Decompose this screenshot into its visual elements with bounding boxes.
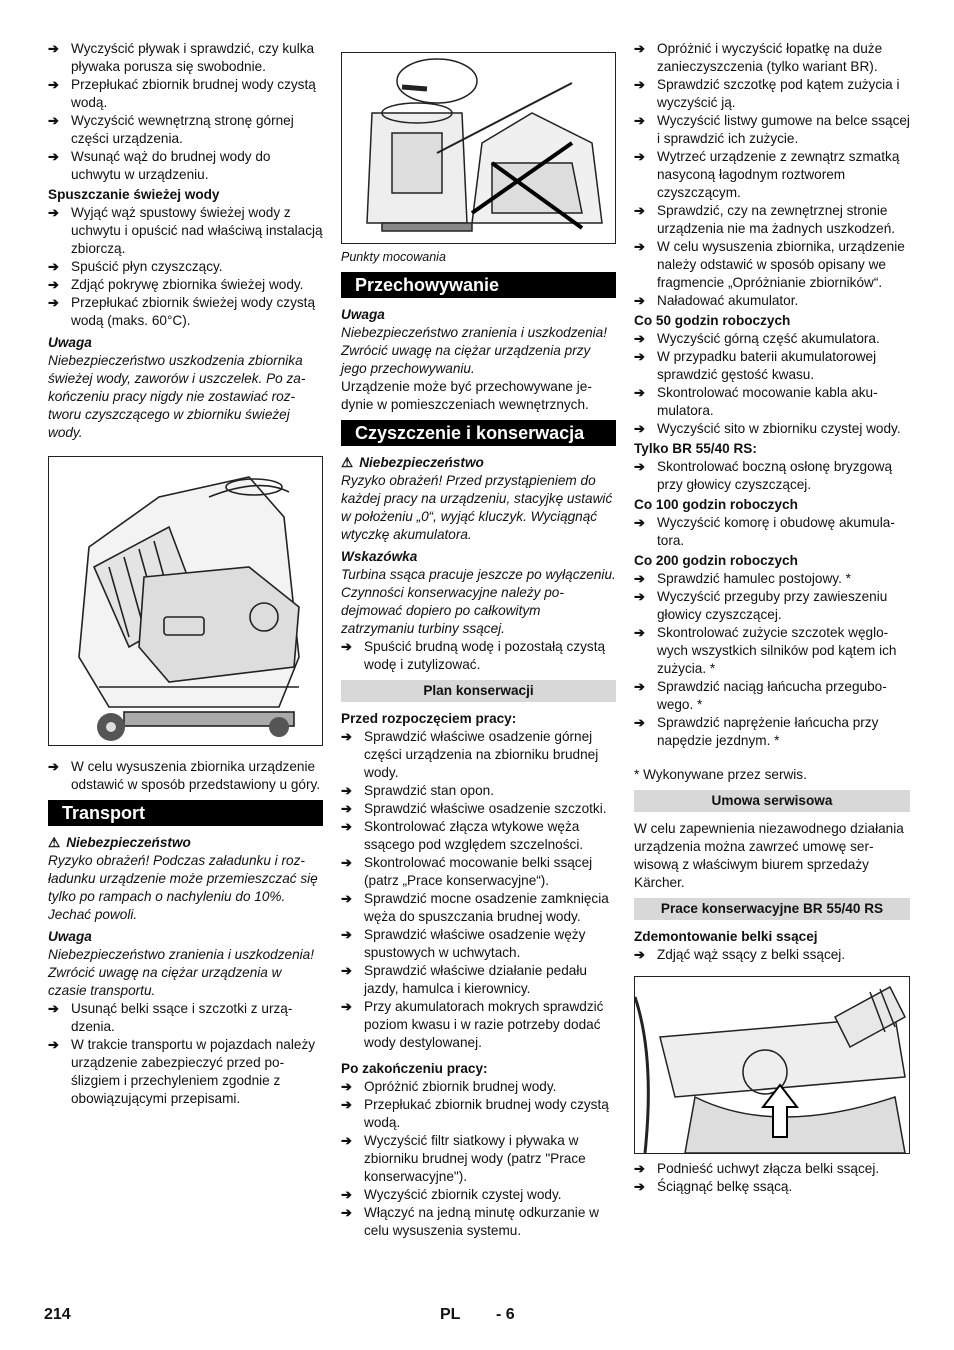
hint-text: Turbina ssąca pracuje jeszcze po wyłączeniu. Czynności konserwacyjne należy podejmować dopiero po całkowitym zatrzymaniu turbiny ssącej. (341, 567, 616, 636)
danger-label: Niebezpieczeństwo (359, 455, 484, 470)
list-item: ➔ Wyczyścić sito w zbiorniku czystej wody. (634, 420, 910, 438)
list-item: ➔ Wyczyścić przeguby przy zawieszeniu głowicy czyszczącej. (634, 588, 910, 624)
list-item: ➔ Wytrzeć urządzenie z zewnątrz szmatką nasyconą łagodnym roztworem czyszczącym. (634, 148, 910, 202)
list-item: ➔ Spuścić brudną wodę i pozostałą czystą wodę i zutylizować. (341, 638, 616, 674)
heading-100-hours: Co 100 godzin roboczych (634, 497, 798, 512)
subsection-title-plan: Plan konserwacji (341, 680, 616, 702)
danger-heading (48, 834, 323, 852)
heading-200-hours: Co 200 godzin roboczych (634, 553, 798, 568)
note-text: Niebezpieczeństwo zranienia i uszkodzenia! Zwrócić uwagę na ciężar urządzenia w czasie transportu. (48, 947, 314, 998)
bullet-list (634, 458, 910, 494)
hint-label: Wskazówka (341, 549, 418, 564)
storage-text: Urządzenie może być przechowywane jedynie w pomieszczeniach wewnętrznych. (341, 379, 592, 412)
heading-fresh-water: Spuszczanie świeżej wody (48, 187, 220, 202)
list-item: ➔ Skontrolować złącza wtykowe węża ssącego pod względem szczelności. (341, 818, 616, 854)
heading-after-work: Po zakończeniu pracy: (341, 1061, 488, 1076)
figure-machine-tilted (48, 456, 323, 746)
section-title-transport: Transport (48, 800, 323, 826)
list-item: ➔ Ściągnąć belkę ssącą. (634, 1178, 910, 1196)
figure-squeegee (634, 976, 910, 1154)
list-item: ➔ Przepłukać zbiornik brudnej wody czystą wodą. (48, 76, 323, 112)
figure-caption: Punkty mocowania (341, 250, 446, 264)
list-item: ➔ Sprawdzić właściwe działanie pedału jazdy, hamulca i kierownicy. (341, 962, 616, 998)
bullet-list (634, 1160, 910, 1196)
list-item: ➔ Sprawdzić hamulec postojowy. * (634, 570, 910, 588)
subsection-title-contract: Umowa serwisowa (634, 790, 910, 812)
warning-triangle-icon: ⚠ (48, 835, 61, 850)
note-label: Uwaga (341, 307, 385, 322)
list-item: ➔ Wyczyścić zbiornik czystej wody. (341, 1186, 616, 1204)
danger-text: Ryzyko obrażeń! Przed przystąpieniem do każdej pracy na urządzeniu, stacyjkę ustawić w położeniu „0“, wyjąć kluczyk. Wyciągnąć wtyczkę akumulatora. (341, 473, 613, 542)
contract-text: W celu zapewnienia niezawodnego działania urządzenia można zawrzeć umowę serwisową z właściwym biurem sprzedaży Kärcher. (634, 821, 904, 890)
list-item: ➔ Usunąć belki ssące i szczotki z urządzenia. (48, 1000, 323, 1036)
list-item: ➔ Wyczyścić wewnętrzną stronę górnej części urządzenia. (48, 112, 323, 148)
danger-text: Ryzyko obrażeń! Podczas załadunku i rozładunku urządzenie może przemieszczać się tylko po rampach o nachyleniu do 10%. Jechać powoli. (48, 853, 318, 922)
list-item: ➔ W przypadku baterii akumulatorowej sprawdzić gęstość kwasu. (634, 348, 910, 384)
list-item: ➔ Zdjąć wąż ssący z belki ssącej. (634, 946, 910, 964)
bullet-list (341, 1078, 616, 1240)
column-3 (634, 40, 910, 1196)
list-item: ➔ Spuścić płyn czyszczący. (48, 258, 323, 276)
list-item: ➔ Sprawdzić właściwe osadzenie górnej części urządzenia na zbiorniku brudnej wody. (341, 728, 616, 782)
list-item: ➔ Sprawdzić stan opon. (341, 782, 616, 800)
list-item: ➔ Wyczyścić pływak i sprawdzić, czy kulka pływaka porusza się swobodnie. (48, 40, 323, 76)
subsection-title-maintenance: Prace konserwacyjne BR 55/40 RS (634, 898, 910, 920)
list-item: ➔ Sprawdzić mocne osadzenie zamknięcia węża do spuszczania brudnej wody. (341, 890, 616, 926)
note-label: Uwaga (48, 929, 92, 944)
squeegee-drawing (635, 977, 910, 1153)
heading-before-work: Przed rozpoczęciem pracy: (341, 711, 517, 726)
list-item: ➔ Opróżnić i wyczyścić łopatkę na duże zanieczyszczenia (tylko wariant BR). (634, 40, 910, 76)
list-item: ➔ Opróżnić zbiornik brudnej wody. (341, 1078, 616, 1096)
list-item: ➔ Skontrolować mocowanie kabla akumulatora. (634, 384, 910, 420)
bullet-list (634, 514, 910, 550)
bullet-list (341, 728, 616, 1052)
list-item: ➔ Wyczyścić górną część akumulatora. (634, 330, 910, 348)
heading-remove-squeegee: Zdemontowanie belki ssącej (634, 929, 818, 944)
list-item: ➔ W celu wysuszenia zbiornika, urządzenie należy odstawić w sposób opisany we fragmencie „Opróżnianie zbiorników“. (634, 238, 910, 292)
list-item: ➔ Skontrolować mocowanie belki ssącej (patrz „Prace konserwacyjne“). (341, 854, 616, 890)
list-item: ➔ Sprawdzić naciąg łańcucha przegubowego. * (634, 678, 910, 714)
mounting-points-drawing (342, 53, 616, 243)
list-item: ➔ Wsunąć wąż do brudnej wody do uchwytu w urządzeniu. (48, 148, 323, 184)
bullet-list (48, 1000, 323, 1108)
service-note: * Wykonywane przez serwis. (634, 767, 807, 782)
list-item: ➔ W celu wysuszenia zbiornika urządzenie odstawić w sposób przedstawiony u góry. (48, 758, 323, 794)
machine-tilted-drawing (49, 457, 323, 745)
danger-label: Niebezpieczeństwo (66, 835, 191, 850)
section-title-cleaning: Czyszczenie i konserwacja (341, 420, 616, 446)
list-item: ➔ Przepłukać zbiornik świeżej wody czystą wodą (maks. 60°C). (48, 294, 323, 330)
bullet-list (48, 204, 323, 330)
list-item: ➔ Skontrolować boczną osłonę bryzgową przy głowicy czyszczącej. (634, 458, 910, 494)
list-item: ➔ W trakcie transportu w pojazdach należy urządzenie zabezpieczyć przed poślizgiem i przechyleniem zgodnie z obowiązującymi przepisami. (48, 1036, 323, 1108)
list-item: ➔ Podnieść uchwyt złącza belki ssącej. (634, 1160, 910, 1178)
list-item: ➔ Wyjąć wąż spustowy świeżej wody z uchwytu i opuścić nad właściwą instalacją zbiorczą. (48, 204, 323, 258)
section-title-storage: Przechowywanie (341, 272, 616, 298)
list-item: ➔ Sprawdzić właściwe osadzenie szczotki. (341, 800, 616, 818)
list-item: ➔ Sprawdzić, czy na zewnętrznej stronie urządzenia nie ma żadnych uszkodzeń. (634, 202, 910, 238)
bullet-list (48, 40, 323, 184)
bullet-list (634, 946, 910, 964)
note-label: Uwaga (48, 335, 92, 350)
heading-50-hours: Co 50 godzin roboczych (634, 313, 791, 328)
list-item: ➔ Wyczyścić listwy gumowe na belce ssącej i sprawdzić ich zużycie. (634, 112, 910, 148)
warning-triangle-icon: ⚠ (341, 455, 354, 470)
bullet-list (634, 330, 910, 438)
language-code: PL (440, 1306, 461, 1323)
note-text: Niebezpieczeństwo uszkodzenia zbiornika świeżej wody, zaworów i uszczelek. Po zakończeniu pracy nigdy nie zostawiać roztworu czyszczącego w zbiorniku świeżej wody. (48, 353, 306, 440)
column-1 (48, 40, 323, 1108)
danger-heading (341, 454, 616, 472)
list-item: ➔ Włączyć na jedną minutę odkurzanie w celu wysuszenia systemu. (341, 1204, 616, 1240)
heading-only-rs: Tylko BR 55/40 RS: (634, 441, 757, 456)
column-2 (341, 40, 616, 1240)
note-text: Niebezpieczeństwo zranienia i uszkodzenia! Zwrócić uwagę na ciężar urządzenia przy jego przechowywaniu. (341, 325, 607, 376)
list-item: ➔ Sprawdzić szczotkę pod kątem zużycia i wyczyścić ją. (634, 76, 910, 112)
figure-mounting-points (341, 52, 616, 244)
bullet-list (634, 570, 910, 750)
list-item: ➔ Skontrolować zużycie szczotek węglowych wszystkich silników pod kątem ich zużycia. * (634, 624, 910, 678)
list-item: ➔ Przepłukać zbiornik brudnej wody czystą wodą. (341, 1096, 616, 1132)
bullet-list (634, 40, 910, 310)
list-item: ➔ Zdjąć pokrywę zbiornika świeżej wody. (48, 276, 323, 294)
list-item: ➔ Naładować akumulator. (634, 292, 910, 310)
list-item: ➔ Wyczyścić filtr siatkowy i pływaka w zbiorniku brudnej wody (patrz "Prace konserwacyjne"). (341, 1132, 616, 1186)
list-item: ➔ Sprawdzić naprężenie łańcucha przy napędzie jezdnym. * (634, 714, 910, 750)
section-page-number: - 6 (496, 1306, 515, 1323)
page-number: 214 (44, 1306, 71, 1323)
list-item: ➔ Wyczyścić komorę i obudowę akumulatora. (634, 514, 910, 550)
list-item: ➔ Sprawdzić właściwe osadzenie węży spustowych w uchwytach. (341, 926, 616, 962)
list-item: ➔ Przy akumulatorach mokrych sprawdzić poziom kwasu i w razie potrzeby dodać wody destylowanej. (341, 998, 616, 1052)
